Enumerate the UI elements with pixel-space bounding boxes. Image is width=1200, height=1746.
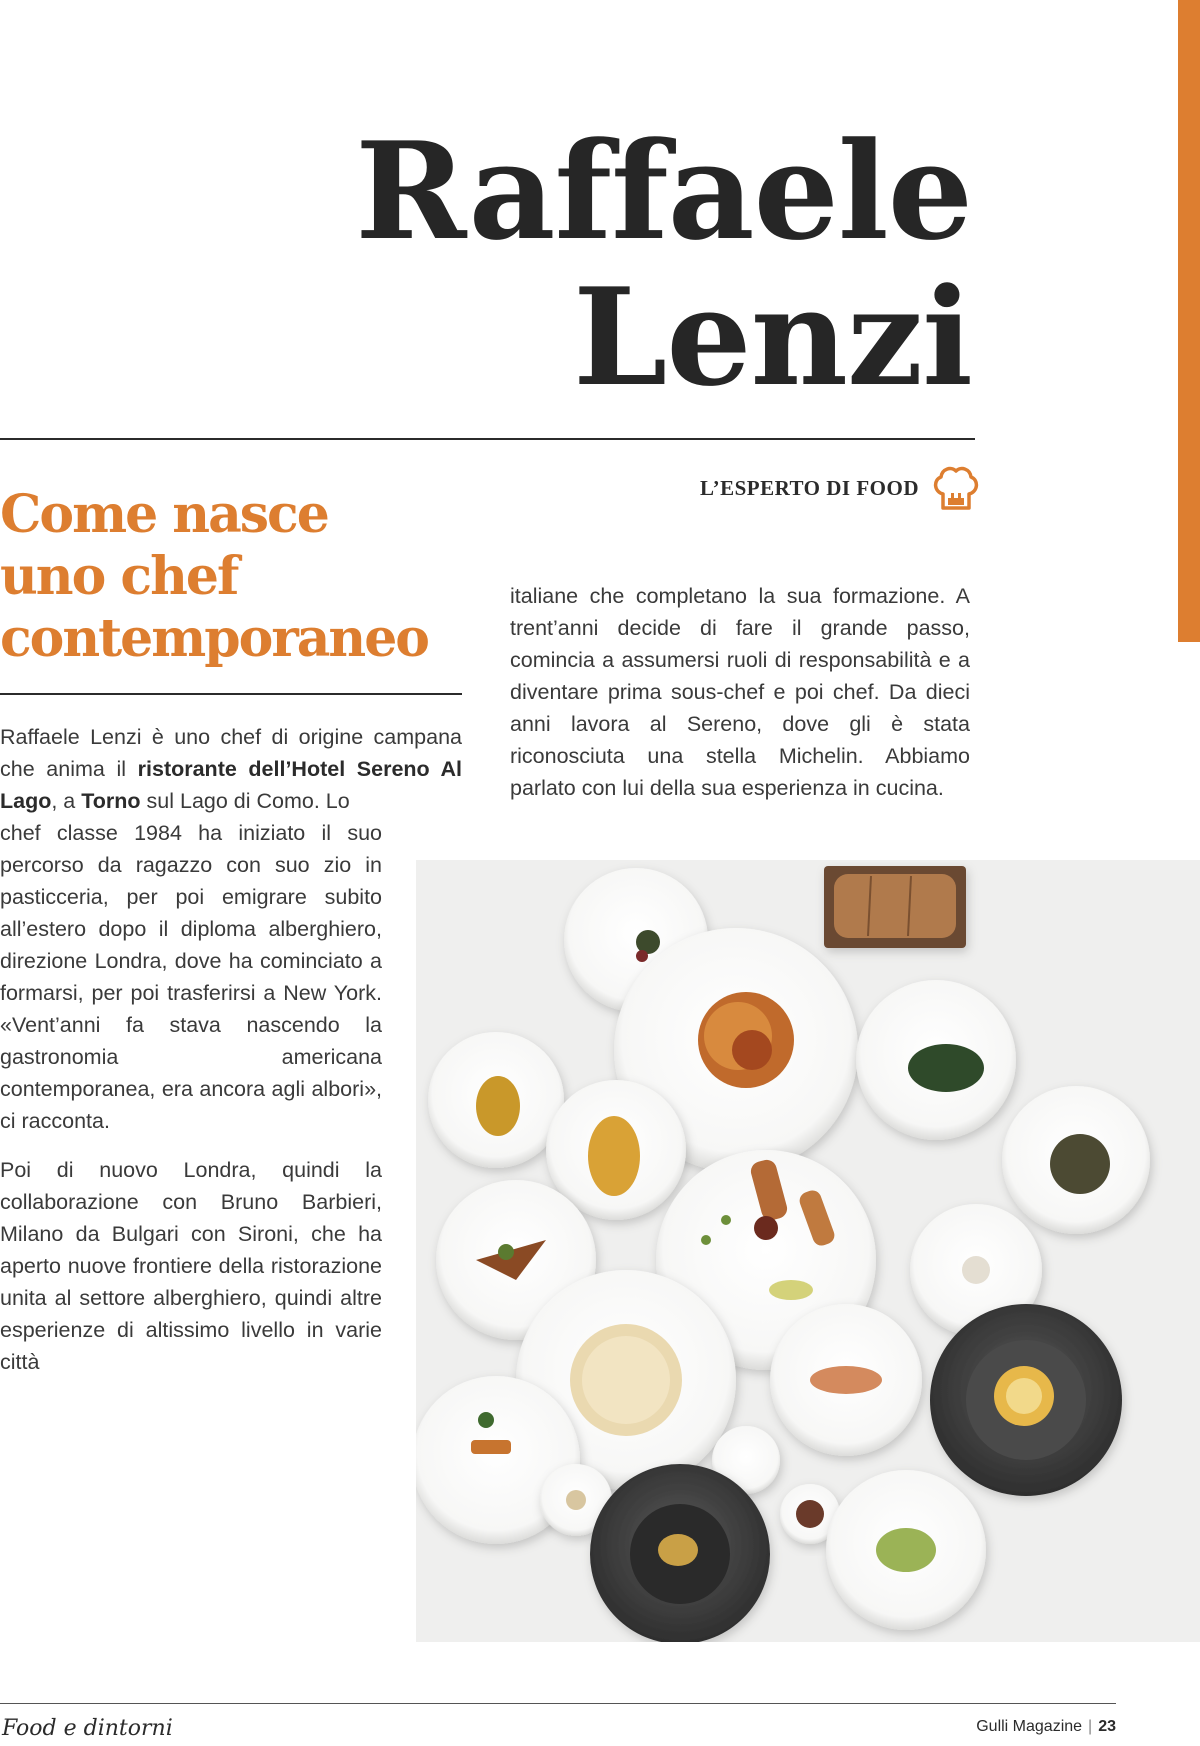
- food-photo: [416, 860, 1200, 1642]
- article-title: [355, 112, 972, 416]
- chef-hat-icon: [929, 464, 983, 512]
- paragraph-3: italiane che completano la sua formazione. A trent’anni decide di fare il grande passo, comincia a assumersi ruoli di responsabilità e a diventare prima sous-chef e poi chef. Da dieci anni lavora al Sereno, dove gli è stata riconosciuta una stella Michelin. Abbiamo parlato con lui della sua esperienza in cucina.: [510, 584, 970, 800]
- food-dishes-illustration: [416, 860, 1200, 1642]
- section-label: [700, 464, 983, 512]
- footer-page-info: [976, 1718, 1116, 1736]
- intro-paragraph: [0, 721, 462, 817]
- intro-text: sul Lago di Como. Lo: [140, 789, 350, 813]
- footer-separator: |: [1088, 1718, 1093, 1735]
- article-subtitle: [0, 484, 460, 670]
- subtitle-divider: [0, 693, 462, 695]
- paragraph-2: Poi di nuovo Londra, quindi la collaborazione con Bruno Barbieri, Milano da Bulgari con Sironi, che ha aperto nuove frontiere della ristorazione unita al settore alberghiero, quindi altre esperienze di altissimo livello in varie città: [0, 1158, 382, 1374]
- title-line-1: Raffaele: [355, 112, 972, 270]
- title-divider: [0, 438, 975, 440]
- title-line-2: Lenzi: [573, 258, 972, 416]
- intro-text: Raffaele Lenzi è uno chef di origine campana che anima il: [0, 725, 462, 781]
- magazine-name: Gulli Magazine: [976, 1718, 1083, 1735]
- subtitle-line-1: Come nasce: [0, 484, 328, 545]
- accent-bar: [1178, 0, 1200, 642]
- restaurant-name: ristorante dell’Hotel Sereno Al Lago: [0, 757, 463, 813]
- footer-divider: [0, 1703, 1116, 1704]
- intro-text: , a: [51, 789, 82, 813]
- page-number: 23: [1098, 1718, 1116, 1735]
- paragraph-1: chef classe 1984 ha iniziato il suo percorso da ragazzo con suo zio in pasticceria, per poi emigrare subito all’estero dopo il diploma alberghiero, direzione Londra, dove ha cominciato a formarsi, per poi trasferirsi a New York. «Vent’anni fa stava nascendo la gastronomia americana contemporanea, era ancora agli albori», ci racconta.: [0, 821, 382, 1133]
- location-name: Torno: [81, 789, 141, 813]
- subtitle-line-2: uno chef: [0, 546, 238, 607]
- section-label-text: L’ESPERTO DI FOOD: [700, 475, 919, 500]
- footer-section-name: Food e dintorni: [2, 1716, 173, 1741]
- subtitle-line-3: contemporaneo: [0, 608, 428, 669]
